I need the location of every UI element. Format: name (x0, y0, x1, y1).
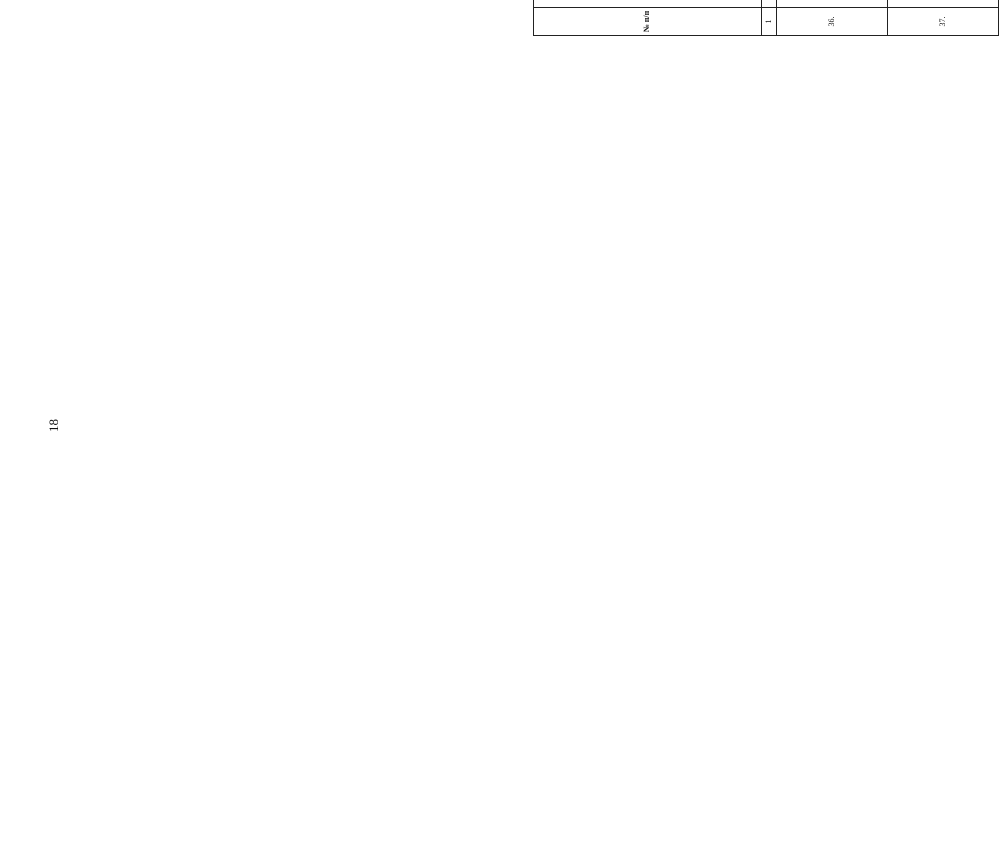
column-number (762, 0, 777, 8)
header-no: № п/п (534, 8, 762, 36)
row-consumer (777, 0, 888, 8)
column-number: 1 (762, 8, 777, 36)
table-row (888, 0, 999, 36)
row-no: 36. (777, 8, 888, 36)
row-no: 37. (888, 8, 999, 36)
rotated-table-container (533, 0, 986, 36)
page-number: 18 (46, 419, 61, 432)
table-row (777, 0, 888, 36)
header-consumer (534, 0, 762, 8)
consumers-table (533, 0, 999, 36)
row-consumer (888, 0, 999, 8)
